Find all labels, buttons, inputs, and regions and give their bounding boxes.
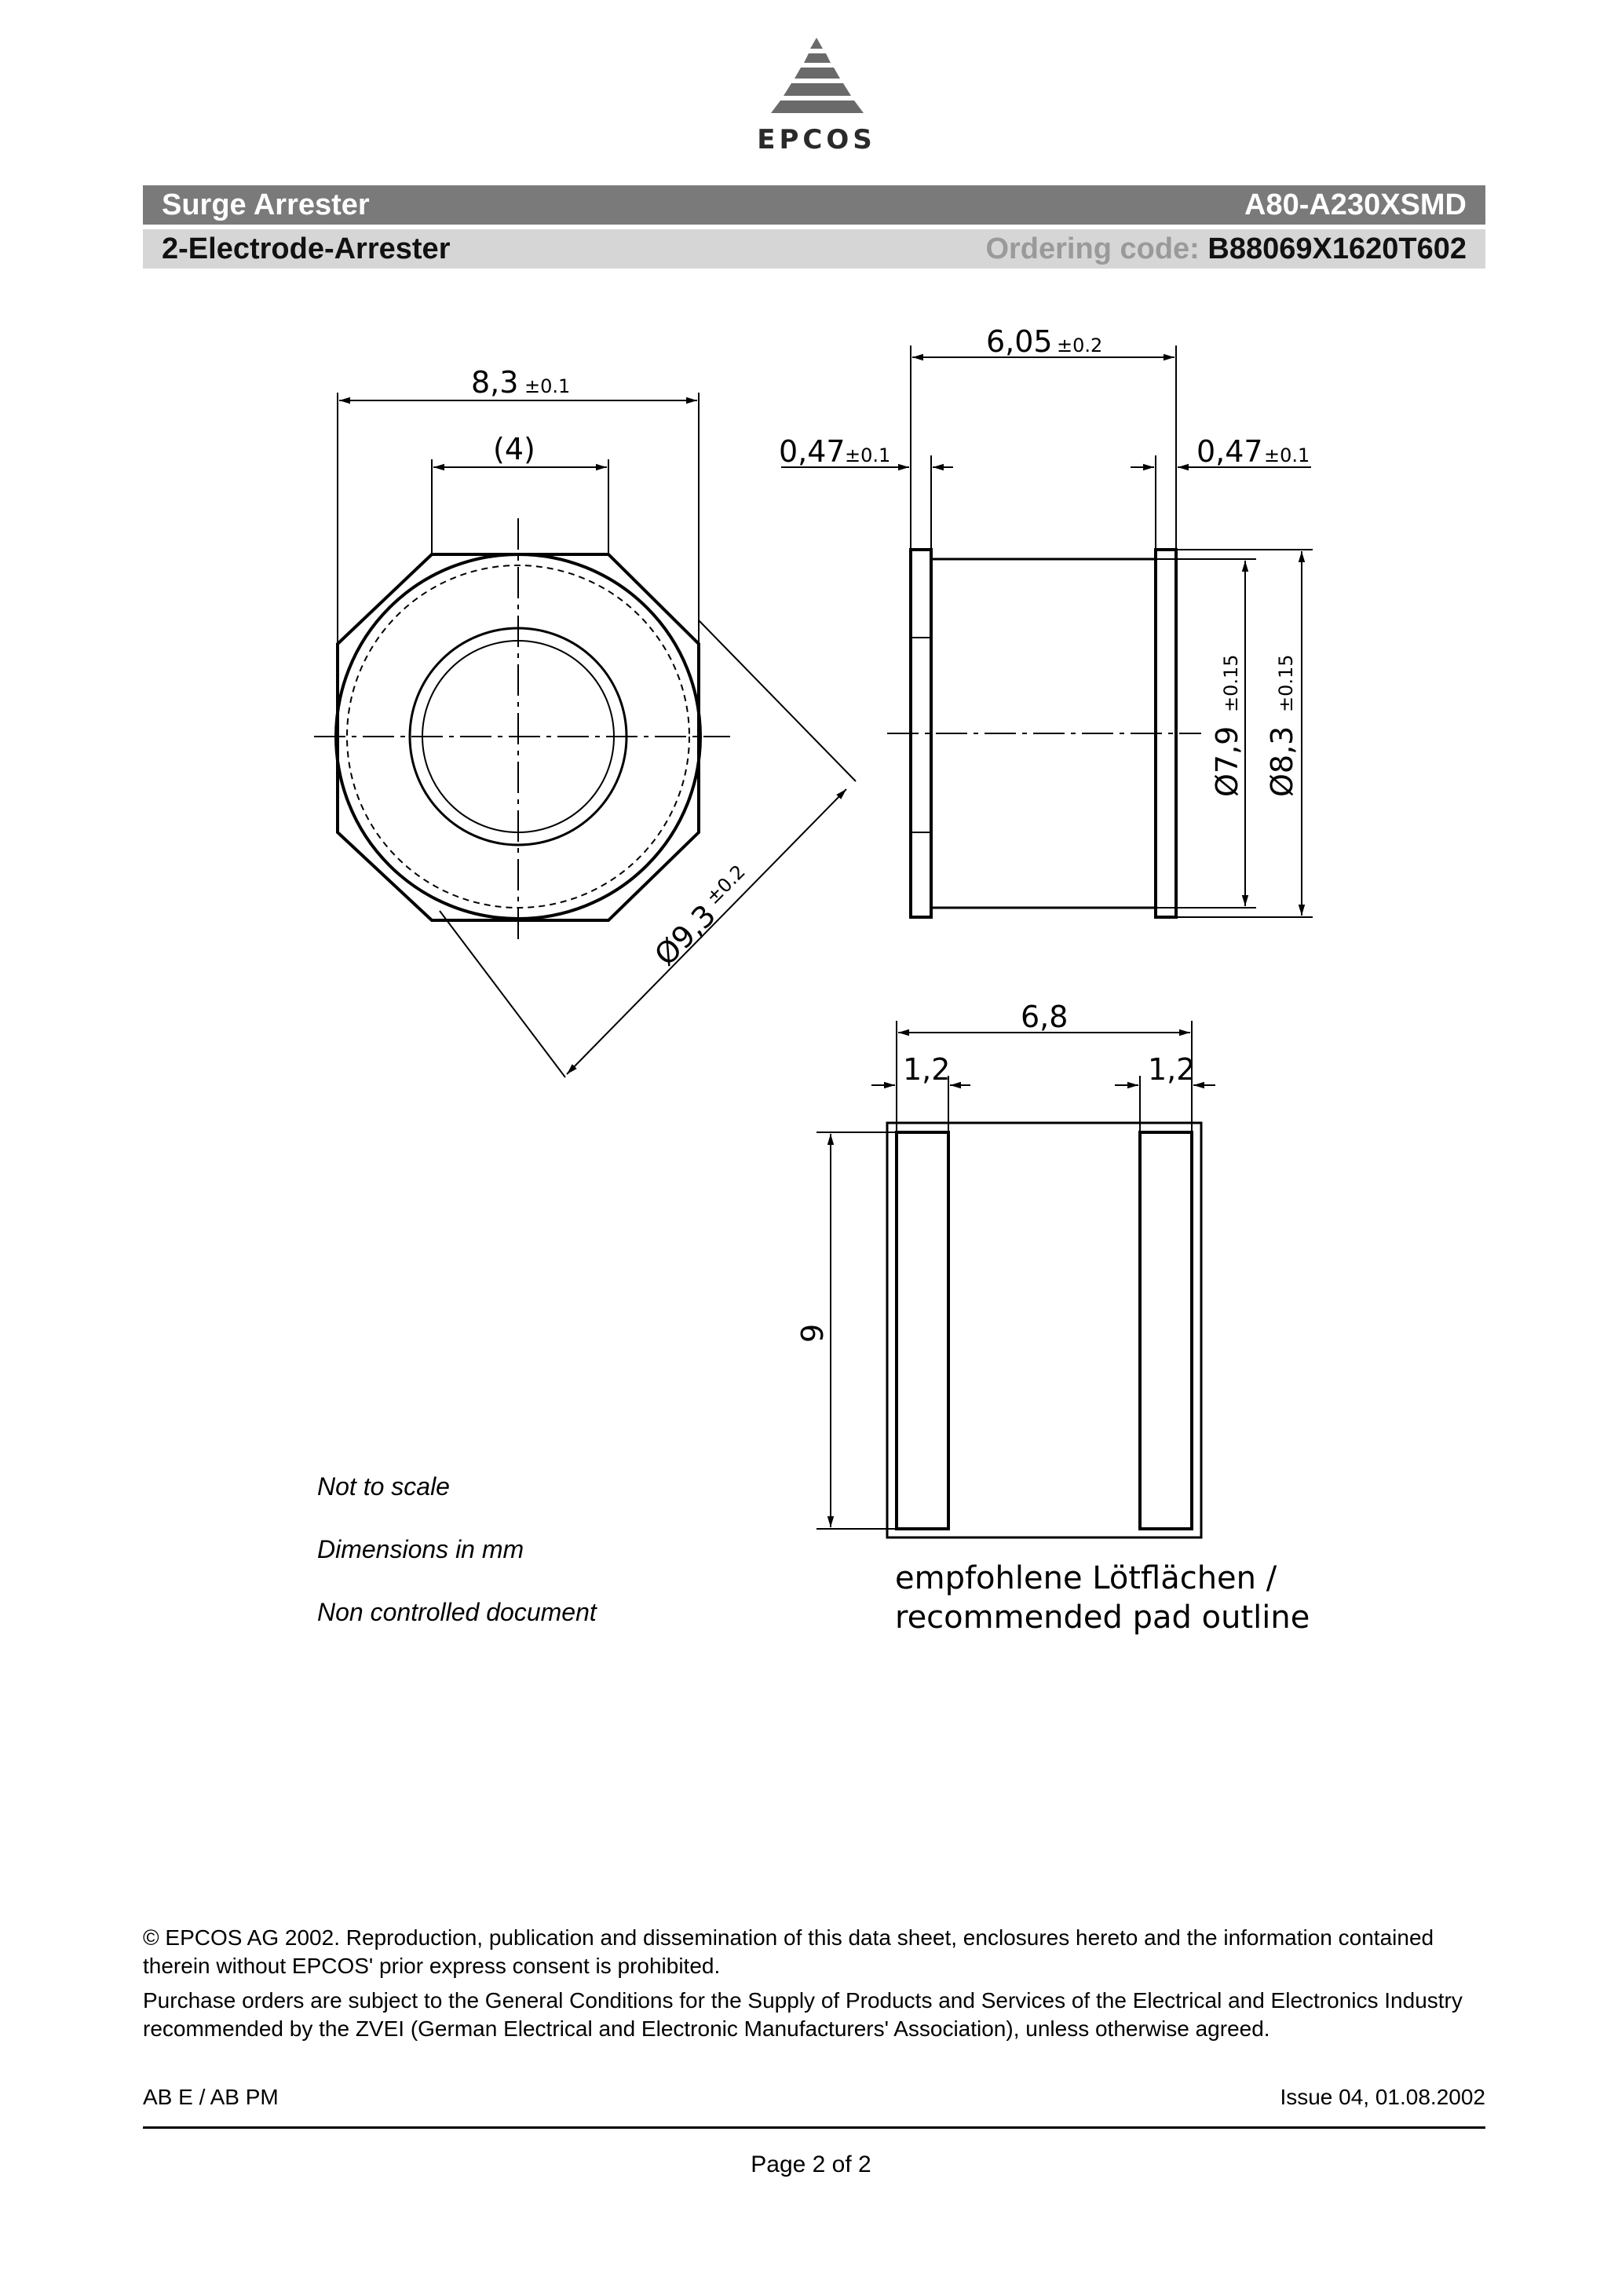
ordering-code: B88069X1620T602 [1207,232,1467,265]
note-scale: Not to scale [317,1472,450,1501]
pad-left-dim: 1,2 [903,1052,951,1087]
side-outer-dia-tol: ±0.15 [1275,654,1297,712]
side-length-dim: 6,05 [986,324,1053,359]
note-control: Non controlled document [317,1598,597,1626]
product-type: Surge Arrester [162,188,370,221]
footer-copyright: © EPCOS AG 2002. Reproduction, publication and dissemination of this data sheet, enclosures hereto and the information contained therein without EPCOS' prior express consent is prohibited. [143,1925,1434,1978]
part-number: A80-A230XSMD [1244,188,1467,221]
side-left-cap-dim: 0,47 [779,434,846,469]
side-outer-dia-dim: Ø8,3 [1265,726,1299,797]
note-units: Dimensions in mm [317,1535,524,1563]
front-flat-dim: (4) [493,432,535,466]
side-inner-dia-tol: ±0.15 [1220,654,1242,712]
pad-caption-line1: empfohlene Lötflächen / [895,1560,1277,1596]
side-inner-dia-dim: Ø7,9 [1210,726,1244,797]
front-diag-dim: Ø9,3 [648,898,723,973]
front-width-tol: ±0.1 [524,375,571,397]
footer-department: AB E / AB PM [143,2085,279,2109]
footer-divider [143,2126,1485,2129]
front-diag-tol: ±0.2 [701,861,750,909]
logo-text: EPCOS [757,124,876,155]
pad-width-dim: 6,8 [1021,1000,1069,1034]
side-view [781,345,1313,917]
page-number: Page 2 of 2 [751,2152,871,2177]
pad-view [816,1021,1215,1537]
footer-terms: Purchase orders are subject to the General Conditions for the Supply of Products and Services of the Electrical and Electronics Industry recommended by the ZVEI (German Electrical and Electronic Manufacturers' Association), unless otherwise agreed. [143,1988,1463,2041]
ordering-code-label: Ordering code: [985,232,1200,265]
pad-height-dim: 9 [795,1323,830,1343]
pad-caption [895,1559,1310,1637]
footer-issue: Issue 04, 01.08.2002 [1280,2085,1485,2109]
front-view [314,393,856,1077]
side-right-cap-tol: ±0.1 [1264,444,1310,466]
side-left-cap-tol: ±0.1 [845,444,891,466]
pad-caption-line2: recommended pad outline [895,1600,1310,1636]
front-width-dim: 8,3 [471,365,519,400]
side-right-cap-dim: 0,47 [1196,434,1263,469]
pad-right-dim: 1,2 [1148,1052,1196,1087]
side-length-tol: ±0.2 [1057,335,1103,356]
subtitle: 2-Electrode-Arrester [162,232,451,265]
